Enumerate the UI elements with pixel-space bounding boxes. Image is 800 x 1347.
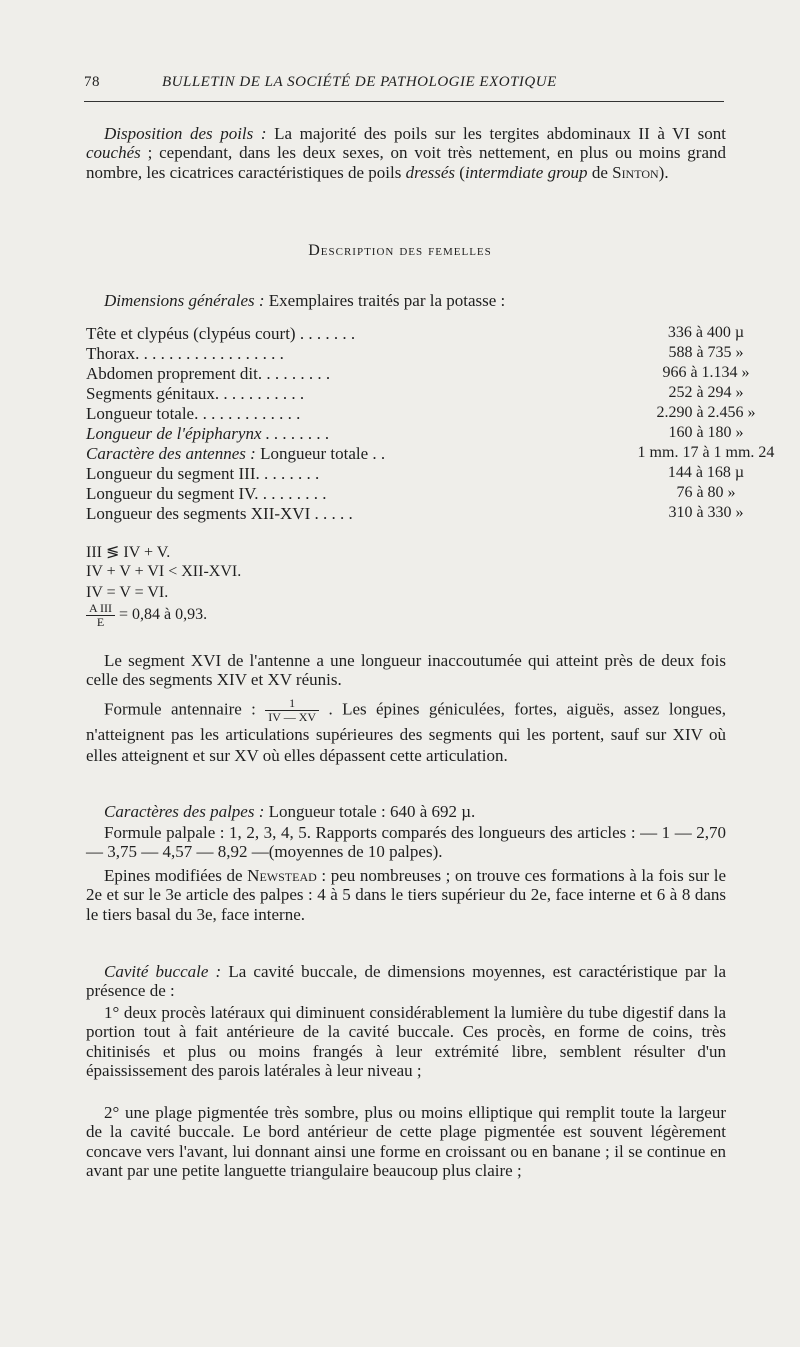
paragraph-formule-palpale: Formule palpale : 1, 2, 3, 4, 5. Rapports comparés des longueurs des articles : — 1 — 2,70 — 3,75 — 4,57 — 8,92 —(moyennes de 10 palpes). <box>86 823 726 862</box>
formula-4: $\frac{\text{A III}}{E}$ = 0,84 à 0,93. <box>86 602 207 629</box>
paragraph-proces: 1° deux procès latéraux qui diminuent considérablement la lumière du tube digestif dans la portion tout à fait antérieure de la cavité buccale. Ces procès, en forme de coins, très chitinisés et plus ou moins frangés à leur extrémité libre, semblent résulter d'un épaississement des parois latérales à leur niveau ; <box>86 1003 726 1081</box>
label-disposition: Disposition des poils : <box>104 124 267 143</box>
running-title: BULLETIN DE LA SOCIÉTÉ DE PATHOLOGIE EXOTIQUE <box>162 74 557 90</box>
measurement-row: Longueur totale. . . . . . . . . . . . . 2.290 à 2.456 » <box>86 404 756 423</box>
fraction: $\frac{1}{IV — XV}$ <box>265 697 319 724</box>
formula-2: IV + V + VI < XII-XVI. <box>86 563 242 580</box>
label-dimensions: Dimensions générales : <box>104 291 265 310</box>
formula-3: IV = V = VI. <box>86 584 169 601</box>
section-heading: Description des femelles <box>308 242 492 259</box>
header-rule <box>84 101 724 102</box>
measurement-row: Longueur du segment III. . . . . . . . 144 à 168 µ <box>86 464 745 483</box>
measurement-row: Abdomen proprement dit. . . . . . . . . 966 à 1.134 » <box>86 364 750 383</box>
dimensions-intro: Dimensions générales : Exemplaires traités par la potasse : <box>104 291 506 310</box>
author-newstead: Newstead <box>247 866 317 885</box>
paragraph-segment: Le segment XVI de l'antenne a une longueur inaccoutumée qui atteint près de deux fois celle des segments XIV et XV réunis. <box>86 651 726 690</box>
measurement-row: Tête et clypéus (clypéus court) . . . . . . . 336 à 400 µ <box>86 324 745 343</box>
paragraph-plage: 2° une plage pigmentée très sombre, plus ou moins elliptique qui remplit toute la largeur de la cavité buccale. Le bord antérieur de cette plage pigmentée est souvent légèrement concave vers l'avant, lui donnant ainsi une forme en croissant ou en banane ; il se continue en avant par une petite languette triangulaire beaucoup plus claire ; <box>86 1103 726 1181</box>
measurement-row: Longueur des segments XII-XVI . . . . . 310 à 330 » <box>86 504 744 523</box>
paragraph-disposition: Disposition des poils : La majorité des poils sur les tergites abdominaux II à VI sont couchés ; cependant, dans les deux sexes, on voit très nettement, en plus ou moins grand nombre, les cicatrices caractéristiques de poils dressés (intermdiate group de Sinton). <box>86 124 726 182</box>
measurement-row: Longueur du segment IV. . . . . . . . . 76 à 80 » <box>86 484 736 503</box>
paragraph-cavite: Cavité buccale : La cavité buccale, de dimensions moyennes, est caractéristique par la présence de : <box>86 962 726 1001</box>
formula-1: III ≶ IV + V. <box>86 544 171 561</box>
measurement-row: Segments génitaux. . . . . . . . . . . 252 à 294 » <box>86 384 744 403</box>
author-sinton: Sinton <box>612 162 659 182</box>
measurement-row: Longueur de l'épipharynx . . . . . . . . 160 à 180 » <box>86 424 744 443</box>
fraction: $\frac{\text{A III}}{E}$ <box>86 602 115 629</box>
paragraph-formule-antennaire: Formule antennaire : $\frac{1}{IV — XV}$ . Les épines géniculées, fortes, aiguës, assez longues, n'atteignent pas les articulations supérieures des segments qui les portent, sauf sur XIV où elles atteignent et sur XV où elles dépassent cette articulation. <box>86 696 726 765</box>
page-number: 78 <box>84 74 100 90</box>
measurement-row: Caractère des antennes : Longueur totale . . 1 mm. 17 à 1 mm. 24 <box>86 444 775 463</box>
label-palpes: Caractères des palpes : <box>104 802 265 821</box>
paragraph-epines: Epines modifiées de Newstead : peu nombreuses ; on trouve ces formations à la fois sur le 2e et sur le 3e article des palpes : 4 à 5 dans le tiers supérieur du 2e, face interne et 6 à 8 dans le tiers basal du 3e, face interne. <box>86 866 726 924</box>
measurement-row: Thorax. . . . . . . . . . . . . . . . . . 588 à 735 » <box>86 344 744 363</box>
paragraph-palpes: Caractères des palpes : Longueur totale : 640 à 692 µ. <box>104 802 476 821</box>
label-cavite: Cavité buccale : <box>104 962 222 981</box>
